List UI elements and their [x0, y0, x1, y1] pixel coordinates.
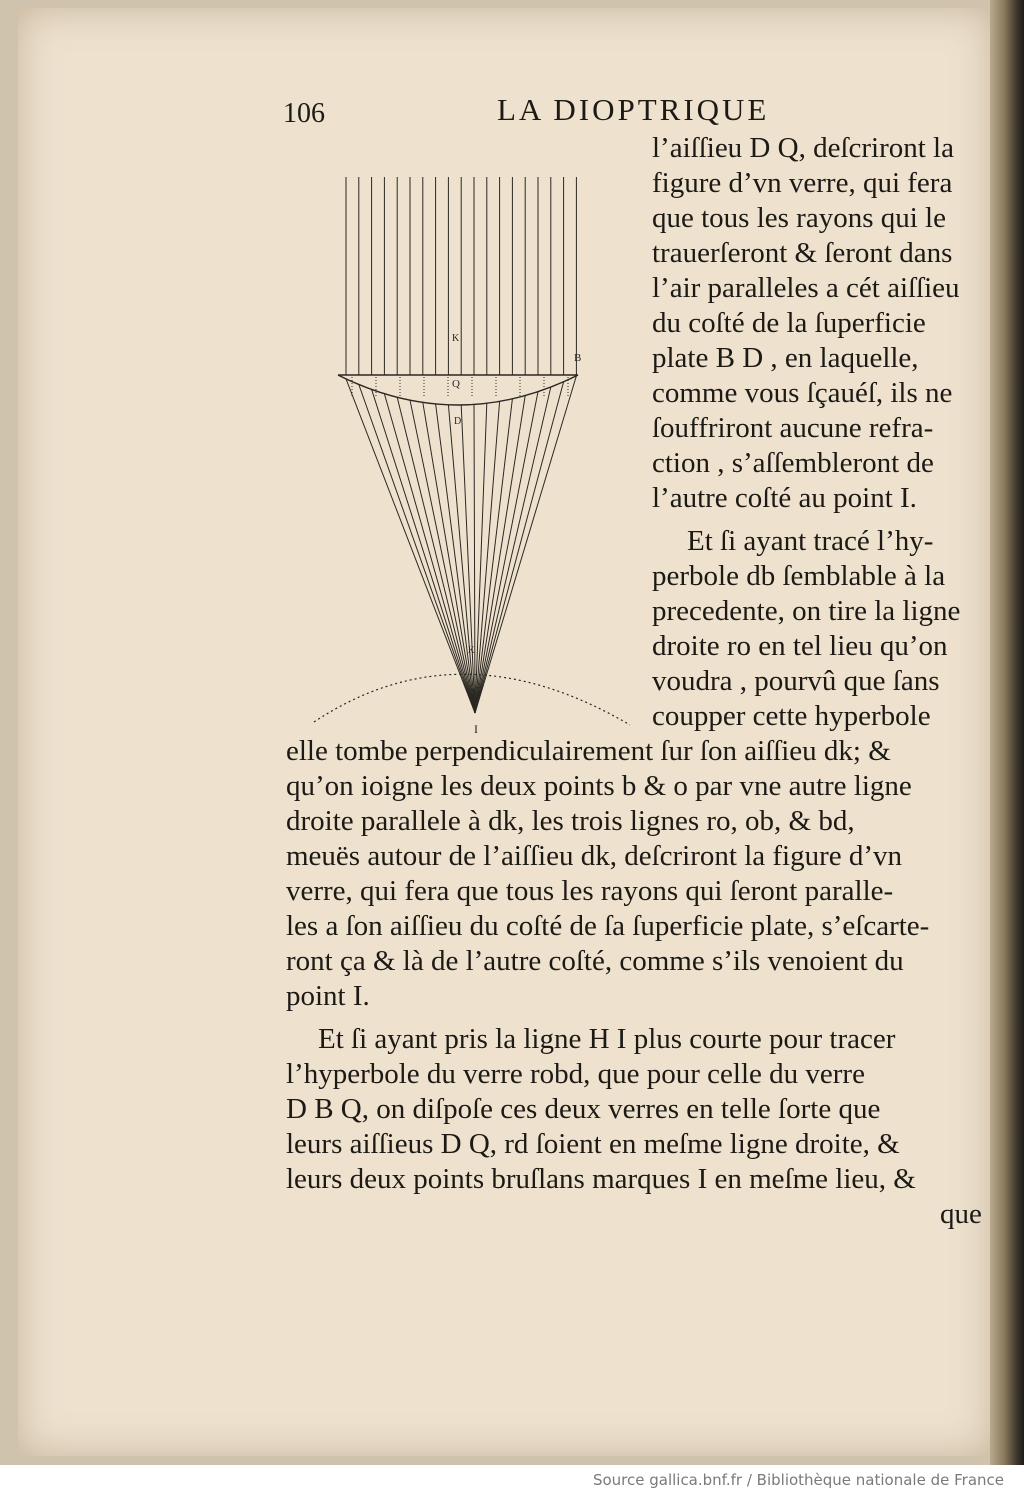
text-line: elle tombe perpendiculairement ſur ſon aiſſieu dk; & [286, 735, 891, 767]
figure-label-k-bottom: K [468, 645, 475, 655]
footer-bar [0, 1465, 1024, 1495]
text-line: qu’on ioigne les deux points b & o par vne autre ligne [286, 770, 912, 802]
lens-ray-diagram [300, 165, 640, 745]
text-line: les a ſon aiſſieu du coſté de ſa ſuperficie plate, s’eſcarte- [286, 910, 930, 942]
figure-label-d: D [454, 416, 462, 427]
text-line: que [940, 1198, 982, 1230]
text-line: que tous les rayons qui le [652, 202, 946, 234]
text-line: leurs aiſſieus D Q, rd ſoient en meſme ligne droite, & [286, 1128, 900, 1160]
source-credit: Source gallica.bnf.fr / Bibliothèque nationale de France [592, 1471, 1004, 1489]
figure-label-k-top: K [452, 333, 460, 344]
page-number: 106 [283, 98, 325, 129]
figure-label-q: Q [452, 378, 460, 390]
figure-label-b: B [574, 352, 582, 364]
text-line: figure d’vn verre, qui fera [652, 167, 953, 199]
text-line: trauerſeront & ſeront dans [652, 237, 953, 269]
text-line: l’air paralleles a cét aiſſieu [652, 272, 960, 304]
text-line: ſouffriront aucune refra- [652, 412, 934, 444]
running-head: LA DIOPTRIQUE [497, 92, 770, 127]
text-line: ction , s’aſſembleront de [652, 447, 934, 479]
text-line: comme vous ſçauéſ, ils ne [652, 377, 953, 409]
text-line: droite ro en tel lieu qu’on [652, 630, 948, 662]
text-line: voudra , pourvû que ſans [652, 665, 940, 697]
text-line: droite parallele à dk, les trois lignes ro, ob, & bd, [286, 805, 855, 837]
text-line: perbole db ſemblable à la [652, 560, 946, 592]
text-line: D B Q, on diſpoſe ces deux verres en telle ſorte que [286, 1093, 881, 1125]
text-line: Et ſi ayant pris la ligne H I plus courte pour tracer [318, 1023, 896, 1055]
text-line: meuës autour de l’aiſſieu dk, deſcriront la figure d’vn [286, 840, 903, 872]
text-line: plate B D , en laquelle, [652, 342, 919, 374]
text-line: precedente, on tire la ligne [652, 595, 961, 627]
text-line: ront ça & là de l’autre coſté, comme s’ils venoient du [286, 945, 904, 977]
figure-label-i: I [474, 722, 478, 736]
page-gutter-edge [990, 0, 1024, 1465]
text-line: l’aiſſieu D Q, deſcriront la [652, 132, 954, 164]
text-line: coupper cette hyperbole [652, 700, 931, 732]
text-line: leurs deux points bruſlans marques I en meſme lieu, & [286, 1163, 916, 1195]
text-line: verre, qui fera que tous les rayons qui ſeront paralle- [286, 875, 894, 907]
text-line: l’hyperbole du verre robd, que pour celle du verre [286, 1058, 865, 1090]
text-line: l’autre coſté au point I. [652, 482, 917, 514]
text-line: du coſté de la ſuperficie [652, 307, 926, 339]
text-line: Et ſi ayant tracé l’hy- [687, 525, 934, 557]
text-line: point I. [286, 980, 370, 1012]
